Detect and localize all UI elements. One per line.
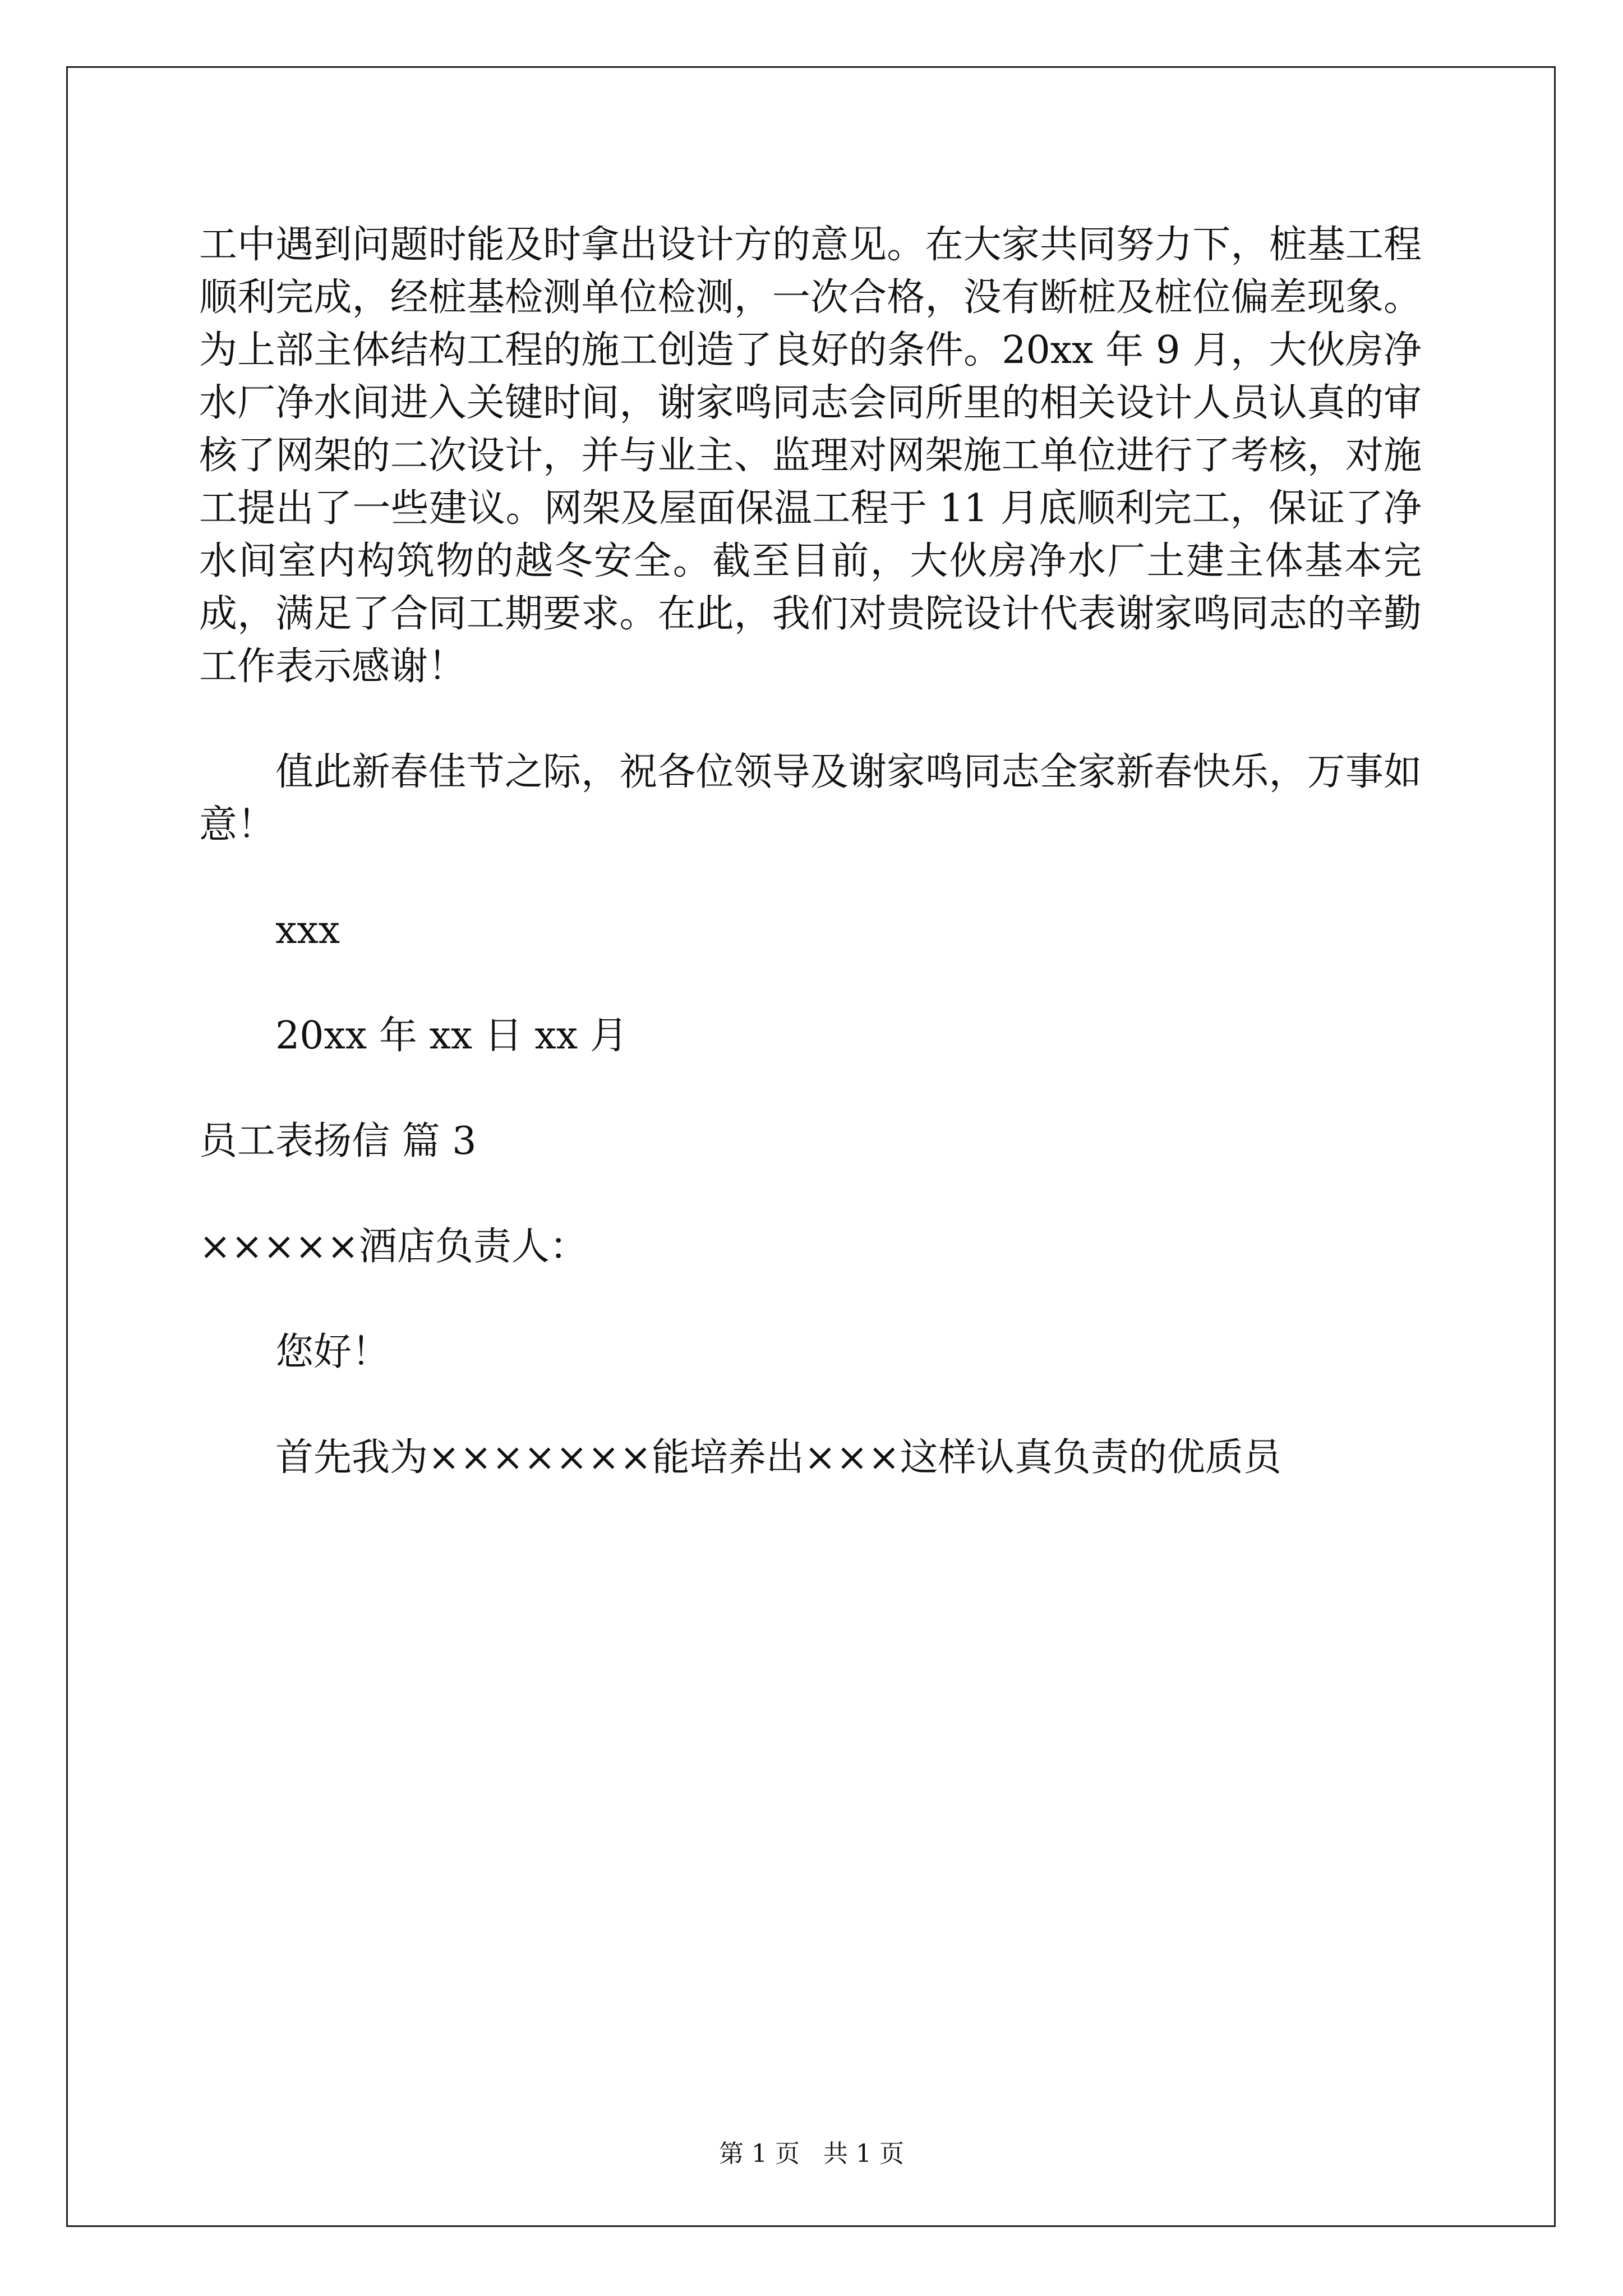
date-line: 20xx 年 xx 日 xx 月 xyxy=(275,1014,628,1058)
page-footer: 第 1 页 共 1 页 xyxy=(719,2139,904,2168)
greeting: 您好！ xyxy=(275,1330,390,1374)
section-heading: 员工表扬信 篇 3 xyxy=(199,1119,477,1163)
document-body xyxy=(199,219,1422,1537)
body-paragraph-2: 值此新春佳节之际，祝各位领导及谢家鸣同志全家新春快乐，万事如意！ xyxy=(199,750,1422,847)
body-paragraph-3: 首先我为×××××××能培养出×××这样认真负责的优质员 xyxy=(275,1435,1281,1480)
signature: xxx xyxy=(275,908,340,953)
body-paragraph-1: 工中遇到问题时能及时拿出设计方的意见。在大家共同努力下，桩基工程顺利完成，经桩基检测单位检测，一次合格，没有断桩及桩位偏差现象。为上部主体结构工程的施工创造了良好的条件。20xx 年 9 月，大伙房净水厂净水间进入关键时间，谢家鸣同志会同所里的相关设计人员认真的审核了网架的二次设计，并与业主、监理对网架施工单位进行了考核，对施工提出了一些建议。网架及屋面保温工程于 11 月底顺利完工，保证了净水间室内构筑物的越冬安全。截至目前，大伙房净水厂土建主体基本完成，满足了合同工期要求。在此，我们对贵院设计代表谢家鸣同志的辛勤工作表示感谢！ xyxy=(199,223,1422,689)
salutation: ×××××酒店负责人： xyxy=(199,1225,588,1269)
